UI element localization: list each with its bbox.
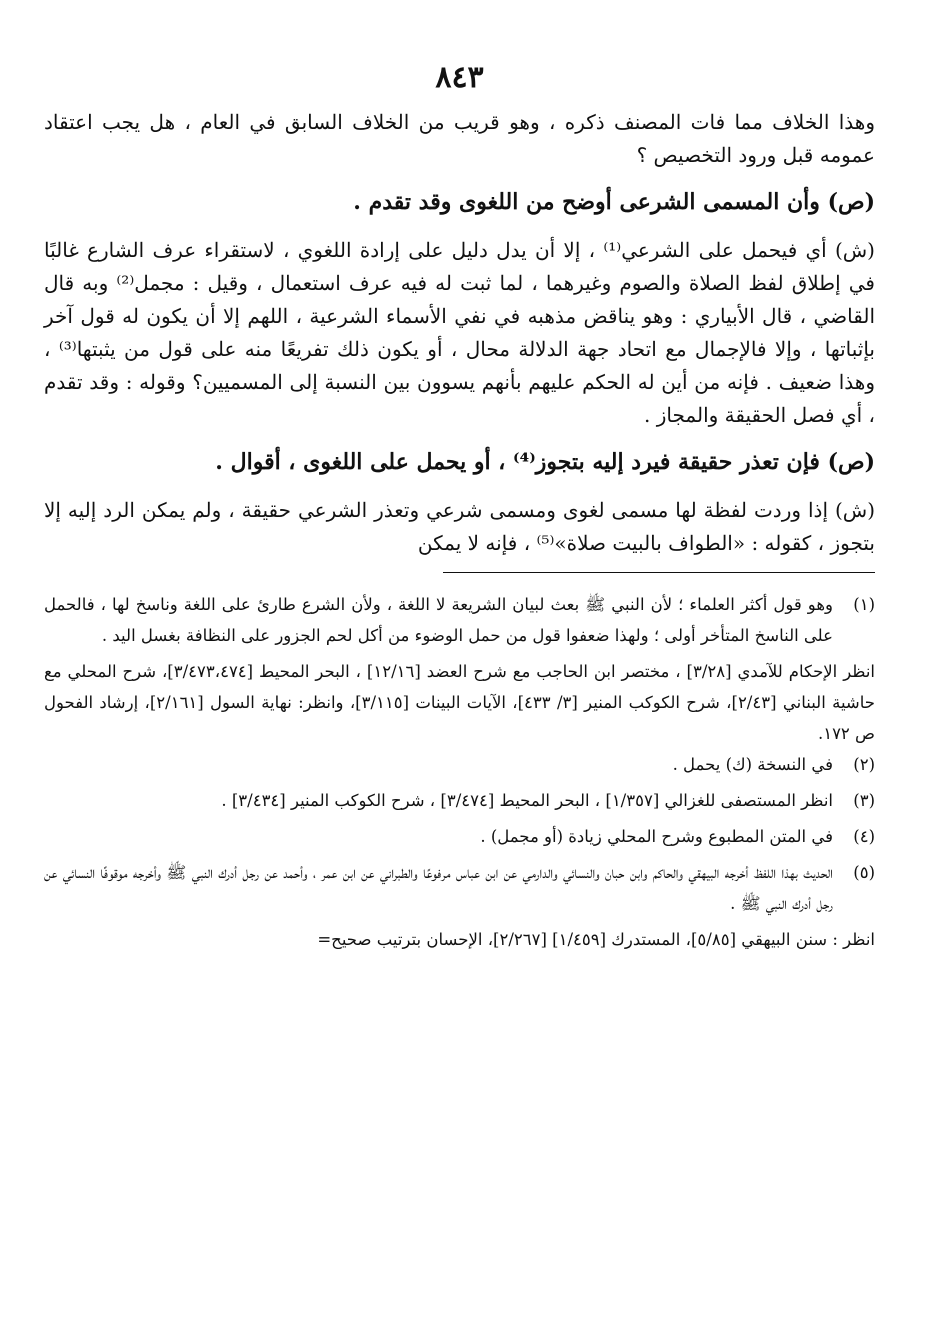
paragraph-commentary-1: (ش) أي فيحمل على الشرعي⁽¹⁾ ، إلا أن يدل دليل على إرادة اللغوي ، لاستقراء عرف الشارع غالبًا في إطلاق لفظ الصلاة والصوم وغيرهما ، لما ثبت له فيه عرف استعمال ، وقيل : مجمل⁽²⁾ وبه قال القاضي ، قال الأبياري : وهو يناقض مذهبه في نفي الأسماء الشرعية ، اللهم إلا أن يكون له قول آخر بإثباتها ، وإلا فالإجمال مع اتحاد جهة الدلالة محال ، أو يكون ذلك تفريعًا منه على قول من يثبتها⁽³⁾ ، وهذا ضعيف . فإنه من أين له الحكم عليهم بأنهم يسوون بين النسبة إلى المسميين؟ وقوله : وقد تقدم ، أي فصل الحقيقة والمجاز . bbox=[44, 238, 876, 427]
footnote-2 bbox=[44, 749, 875, 780]
footnote-number: (٤) bbox=[853, 827, 875, 846]
footnote-divider bbox=[443, 572, 875, 573]
footnote-3 bbox=[44, 785, 875, 816]
footnote-1 bbox=[44, 589, 875, 651]
footnote-text: في النسخة (ك) يحمل . bbox=[672, 755, 833, 774]
footnote-references: انظر الإحكام للآمدي [٣/٢٨] ، مختصر ابن الحاجب مع شرح العضد [١٢/١٦] ، البحر المحيط [٣/٤٧٣،٤٧٤]، شرح المحلي مع حاشية البناني [٢/٤٣]، شرح الكوكب المنير [٣/ ٤٣٣]، الآيات البينات [٣/١١٥]، وانظر: نهاية السول [٢/١٦١]، إرشاد الفحول ص ١٧٢. bbox=[44, 662, 876, 743]
footnote-number: (٢) bbox=[853, 755, 875, 774]
paragraph-intro: وهذا الخلاف مما فات المصنف ذكره ، وهو قريب من الخلاف السابق في العام ، هل يجب اعتقاد عمومه قبل ورود التخصيص ؟ bbox=[44, 110, 875, 167]
main-text bbox=[44, 106, 875, 560]
footnote-4 bbox=[44, 821, 875, 852]
footnote-number: (٣) bbox=[853, 791, 875, 810]
footnote-text: انظر المستصفى للغزالي [١/٣٥٧] ، البحر المحيط [٣/٤٧٤] ، شرح الكوكب المنير [٣/٤٣٤] . bbox=[221, 791, 833, 810]
footnote-number: (٥) bbox=[853, 863, 875, 882]
matn-heading-2: (ص) فإن تعذر حقيقة فيرد إليه بتجوز⁽⁴⁾ ، أو يحمل على اللغوى ، أقوال . bbox=[215, 449, 875, 475]
footnote-text: وهو قول أكثر العلماء ؛ لأن النبي ﷺ بعث لبيان الشريعة لا اللغة ، ولأن الشرع طارئ على اللغة وناسخ لها ، فالحمل على الناسخ المتأخر أولى ؛ ولهذا ضعفوا قول من حمل الوضوء من أكل لحم الجزور على النظافة بغسل اليد . bbox=[44, 595, 833, 645]
matn-heading-1: (ص) وأن المسمى الشرعى أوضح من اللغوى وقد تقدم . bbox=[353, 189, 875, 215]
page-number: ٨٤٣ bbox=[435, 60, 484, 95]
footnotes bbox=[44, 589, 875, 955]
footnote-number: (١) bbox=[853, 595, 875, 614]
footnote-5 bbox=[44, 857, 875, 919]
footnote-text: الحديث بهذا اللفظ أخرجه البيهقي والحاكم وابن حبان والنسائي والدارمي عن ابن عباس مرفوعًا والطبراني عن ابن عمر ، وأحمد عن رجل أدرك النبي ﷺ وأخرجه موقوفًا النسائي عن رجل أدرك النبي ﷺ . bbox=[44, 863, 833, 913]
paragraph-commentary-2: (ش) إذا وردت لفظة لها مسمى لغوى ومسمى شرعي وتعذر الشرعي حقيقة ، ولم يمكن الرد إليه إلا بتجوز ، كقوله : «الطواف بالبيت صلاة»⁽⁵⁾ ، فإنه لا يمكن bbox=[44, 498, 875, 555]
footnote-text: في المتن المطبوع وشرح المحلي زيادة (أو مجمل) . bbox=[480, 827, 833, 846]
footnote-references: انظر : سنن البيهقي [٥/٨٥]، المستدرك [١/٤٥٩] [٢/٢٦٧]، الإحسان بترتيب صحيح= bbox=[317, 930, 875, 949]
